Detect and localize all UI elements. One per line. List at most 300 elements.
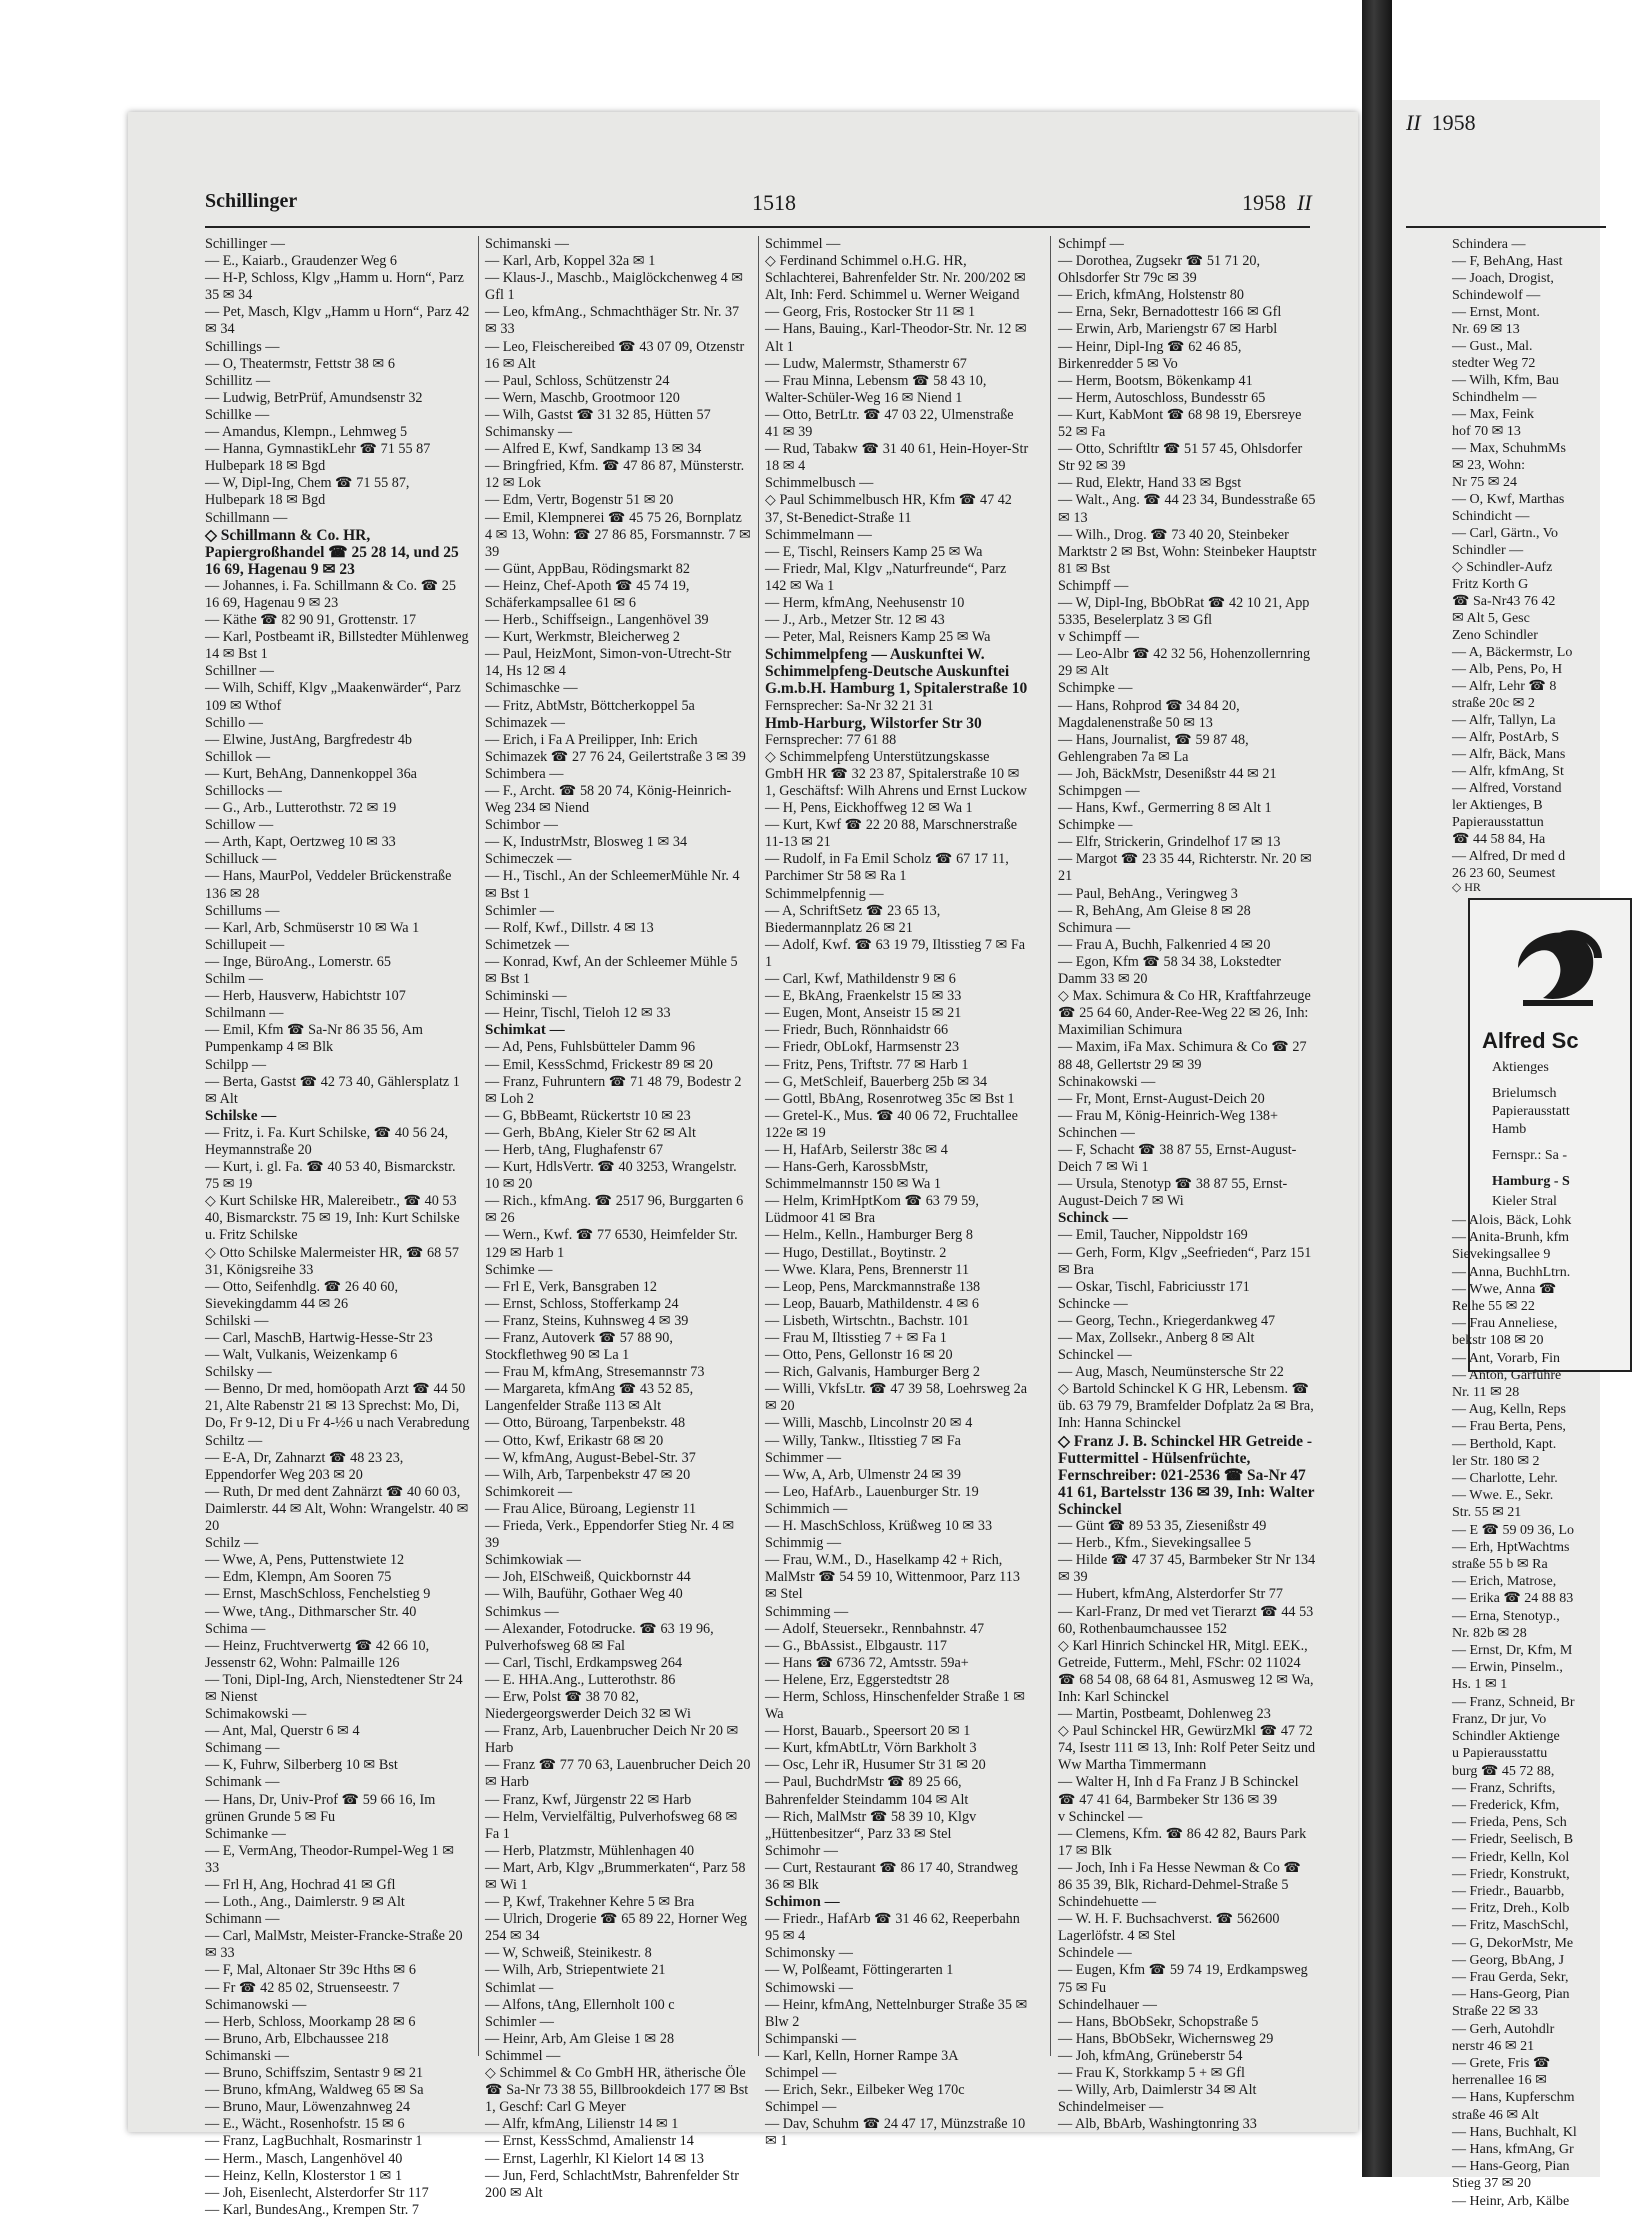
directory-entry: Str. 55 ✉ 21 xyxy=(1452,1505,1522,1521)
directory-entry: Schindewolf — xyxy=(1452,288,1541,303)
directory-entry: Schimmelmann — xyxy=(765,526,872,543)
directory-entry: ◇ Schimmelpfeng Unterstützungskasse GmbH HR ☎ 32 23 87, Spitalerstraße 10 ✉ 1, Geschäftsf: Wilh Ahrens und Ernst Luckow xyxy=(765,748,1027,799)
directory-entry: — Klaus-J., Maschb., Maiglöckchenweg 4 ✉ Gfl 1 xyxy=(485,270,744,304)
directory-entry: — Alois, Bäck, Lohk xyxy=(1452,1213,1572,1228)
directory-entry: — Martin, Postbeamt, Dohlenweg 23 xyxy=(1058,1706,1271,1723)
directory-entry: — Gretel-K., Mus. ☎ 40 06 72, Fruchtallee 122e ✉ 19 xyxy=(765,1107,1018,1141)
directory-entry: — Rich, Galvanis, Hamburger Berg 2 xyxy=(765,1364,981,1381)
directory-entry: — Ulrich, Drogerie ☎ 65 89 22, Horner Weg 254 ✉ 34 xyxy=(485,1911,748,1945)
company-logo-icon xyxy=(1498,908,1608,1018)
directory-entry: — Franz, Autoverk ☎ 57 88 90, Stockflethweg 90 ✉ La 1 xyxy=(485,1330,673,1364)
page-number: 1518 xyxy=(752,190,796,215)
directory-entry: ✉ 23, Wohn: xyxy=(1452,458,1525,473)
directory-entry: Nr. 82b ✉ 28 xyxy=(1452,1625,1527,1641)
directory-entry: — Ant, Mal, Querstr 6 ✉ 4 xyxy=(205,1723,360,1740)
directory-entry: Schillinger — xyxy=(205,236,285,252)
directory-entry: — Hans, Buchhalt, Kl xyxy=(1452,2124,1577,2140)
directory-entry: Schimpke — xyxy=(1058,680,1133,697)
directory-entry: Schimlat — xyxy=(485,1979,554,1996)
directory-entry: v Schimpff — xyxy=(1058,629,1139,646)
directory-entry: stedter Weg 72 xyxy=(1452,356,1536,371)
directory-entry: — Kurt, kfmAbtLtr, Vörn Barkholt 3 xyxy=(765,1740,977,1757)
directory-entry: Franz, Dr jur, Vo xyxy=(1452,1711,1547,1727)
directory-entry: ☎ Sa-Nr43 76 42 xyxy=(1452,594,1556,609)
directory-entry: Fernsprecher: Sa-Nr 32 21 31 xyxy=(765,697,934,714)
directory-entry: Schillmann — xyxy=(205,509,288,526)
directory-entry: — Wern., Kwf. ☎ 77 6530, Heimfelder Str. 129 ✉ Harb 1 xyxy=(485,1227,738,1261)
column-1 xyxy=(205,236,471,2219)
directory-entry: — Paul, BuchdrMstr ☎ 89 25 66, Bahrenfelder Steindamm 104 ✉ Alt xyxy=(765,1774,969,1808)
directory-entry: nerstr 46 ✉ 21 xyxy=(1452,2038,1535,2054)
directory-entry: — Berta, Gastst ☎ 42 73 40, Gählersplatz 1 ✉ Alt xyxy=(205,1073,460,1107)
column-divider xyxy=(1050,236,1051,2056)
directory-entry: — W, Dipl-Ing, Chem ☎ 71 55 87, Hulbepark 18 ✉ Bgd xyxy=(205,475,410,509)
directory-entry: — Helene, Erz, Eggerstedtstr 28 xyxy=(765,1671,950,1688)
directory-entry: — Friedr, Seelisch, B xyxy=(1452,1832,1574,1848)
directory-entry: — E., Kaiarb., Graudenzer Weg 6 xyxy=(205,253,398,270)
directory-entry: — Hans, Kupferschm xyxy=(1452,2090,1575,2106)
directory-entry: — Ludwig, BetrPrüf, Amundsenstr 32 xyxy=(205,389,423,406)
directory-entry: ◇ Karl Hinrich Schinckel HR, Mitgl. EEK., Getreide, Futterm., Mehl, FSchr: 02 11024 ☎ 68 54 08, 68 64 81, Asmusweg 12 ✉ Wa, Inh: Karl Schinckel xyxy=(1058,1637,1314,1705)
directory-entry: — Wilh, Gastst ☎ 31 32 85, Hütten 57 xyxy=(485,406,711,423)
directory-entry: — Amandus, Klempn., Lehmweg 5 xyxy=(205,424,408,441)
directory-entry: — Franz, LagBuchhalt, Rosmarinstr 1 xyxy=(205,2133,423,2150)
directory-entry: — Hans, BbObSekr, Schopstraße 5 xyxy=(1058,2013,1259,2030)
directory-entry: — H, Pens, Eickhoffweg 12 ✉ Wa 1 xyxy=(765,800,973,817)
directory-entry: — H. MaschSchloss, Krüßweg 10 ✉ 33 xyxy=(765,1518,993,1535)
directory-entry: 26 23 60, Seumest xyxy=(1452,866,1556,881)
directory-entry: Schimpff — xyxy=(1058,577,1129,594)
directory-entry: Schinck — xyxy=(1058,1210,1128,1227)
directory-entry: — Paul, HeizMont, Simon-von-Utrecht-Str 14, Hs 12 ✉ 4 xyxy=(485,646,732,680)
facing-page-content xyxy=(1392,0,1600,2209)
directory-entry: — K, Fuhrw, Silberberg 10 ✉ Bst xyxy=(205,1757,398,1774)
directory-entry: — Joh, BäckMstr, Desenißstr 44 ✉ 21 xyxy=(1058,765,1277,782)
directory-entry: Schillocks — xyxy=(205,783,282,799)
directory-entry: — Hans-Georg, Pian xyxy=(1452,1987,1570,2003)
directory-entry: — Frau M, Iltisstieg 7 + ✉ Fa 1 xyxy=(765,1330,947,1346)
directory-entry: — Margot ☎ 23 35 44, Richterstr. Nr. 20 ✉ 21 xyxy=(1058,851,1312,885)
directory-entry: Schiltz — xyxy=(205,1432,263,1449)
directory-entry: — Wwe. Klara, Pens, Brennerstr 11 xyxy=(765,1261,970,1278)
page-header-right xyxy=(1242,190,1312,224)
directory-entry: — Max, Feink xyxy=(1452,407,1535,422)
directory-entry: straße 55 b ✉ Ra xyxy=(1452,1557,1548,1573)
directory-entry: — Leo, Fleischereibed ☎ 43 07 09, Otzenstr 16 ✉ Alt xyxy=(485,338,745,372)
directory-entry: — Inge, BüroAng., Lomerstr. 65 xyxy=(205,953,391,970)
directory-entry: — Walt., Ang. ☎ 44 23 34, Bundesstraße 65 ✉ 13 xyxy=(1058,492,1316,526)
directory-entry: — Bruno, Schiffszim, Sentastr 9 ✉ 21 xyxy=(205,2065,424,2082)
directory-entry: Papierausstattun xyxy=(1452,815,1544,830)
directory-entry: — Bringfried, Kfm. ☎ 47 86 87, Münsterstr. 12 ✉ Lok xyxy=(485,458,745,492)
directory-entry: Schiminski — xyxy=(485,988,567,1005)
directory-entry: u Papierausstattu xyxy=(1452,1746,1548,1762)
ad-line: Hamb xyxy=(1492,1122,1527,1137)
directory-entry: ◇ Schindler-Aufz xyxy=(1452,560,1553,575)
directory-entry: Schimohr — xyxy=(765,1842,838,1859)
column-divider xyxy=(758,236,759,2056)
directory-entry: — Hans, Rohprod ☎ 34 84 20, Magdalenenstraße 50 ✉ 13 xyxy=(1058,697,1240,731)
directory-entry: Schillke — xyxy=(205,406,270,423)
directory-entry: — Friedr., HafArb ☎ 31 46 62, Reeperbahn 95 ✉ 4 xyxy=(765,1911,1020,1945)
directory-entry: Zeno Schindler xyxy=(1452,628,1538,643)
directory-entry: — Otto, Büroang, Tarpenbekstr. 48 xyxy=(485,1415,686,1432)
directory-entry: Schilpp — xyxy=(205,1056,267,1073)
directory-entry: Schincke — xyxy=(1058,1295,1128,1312)
directory-entry: — Anita-Brunh, kfm xyxy=(1452,1230,1570,1246)
directory-entry: — Heinr, kfmAng, Nettelnburger Straße 35 ✉ Blw 2 xyxy=(765,1996,1028,2030)
directory-entry: — Gottl, BbAng, Rosenrotweg 35c ✉ Bst 1 xyxy=(765,1090,1015,1107)
directory-entry: — Günt, AppBau, Rödingsmarkt 82 xyxy=(485,560,690,577)
directory-entry: Schinckel — xyxy=(1058,1347,1132,1364)
directory-entry: — Kurt, BehAng, Dannenkoppel 36a xyxy=(205,765,417,782)
directory-entry: — Erh, HptWachtms xyxy=(1452,1539,1570,1555)
directory-entry: — Wilh, Arb, Striepentwiete 21 xyxy=(485,1962,666,1979)
facing-part: II xyxy=(1406,110,1421,135)
directory-entry: Reihe 55 ✉ 22 xyxy=(1452,1299,1535,1315)
directory-entry: — Georg, BbAng, J xyxy=(1452,1952,1565,1968)
directory-entry: Schimmig — xyxy=(765,1535,842,1552)
directory-entry: — Friedr, Buch, Rönnhaidstr 66 xyxy=(765,1022,949,1039)
directory-entry: — Emil, Kfm ☎ Sa-Nr 86 35 56, Am Pumpenkamp 4 ✉ Blk xyxy=(205,1022,423,1056)
directory-entry: Schimura — xyxy=(1058,919,1131,936)
directory-entry: Schillow — xyxy=(205,817,274,834)
directory-entry: v Schinckel — xyxy=(1058,1808,1143,1825)
directory-entry: — Adolf, Steuersekr., Rennbahnstr. 47 xyxy=(765,1620,985,1637)
directory-entry: straße 46 ✉ Alt xyxy=(1452,2107,1539,2123)
directory-entry: ◇ Kurt Schilske HR, Malereibetr., ☎ 40 53 40, Bismarckstr. 75 ✉ 19, Inh: Kurt Schilske u. Fritz Schilske xyxy=(205,1193,460,1244)
directory-entry: — Emil, Klempnerei ☎ 45 75 26, Bornplatz 4 ✉ 13, Wohn: ☎ 27 86 85, Forsmannstr. 7 ✉ 39 xyxy=(485,509,751,560)
column-2 xyxy=(485,236,751,2202)
directory-entry: — Emil, KessSchmd, Frickestr 89 ✉ 20 xyxy=(485,1056,713,1073)
directory-entry: — Ernst, Lagerhlr, Kl Kielort 14 ✉ 13 xyxy=(485,2150,704,2167)
directory-entry: — Carl, MaschB, Hartwig-Hesse-Str 23 xyxy=(205,1330,433,1346)
directory-entry: — Mart, Arb, Klgv „Brummerkaten“, Parz 58 ✉ Wi 1 xyxy=(485,1859,746,1893)
directory-entry: Schimang — xyxy=(205,1740,280,1757)
directory-entry: Schimowski — xyxy=(765,1979,853,1996)
directory-entry: — Herm, kfmAng, Neehusenstr 10 xyxy=(765,594,965,611)
ad-line: Hamburg - S xyxy=(1492,1174,1570,1189)
directory-entry: — Willy, Arb, Daimlerstr 34 ✉ Alt xyxy=(1058,2082,1257,2099)
directory-entry: Schimler — xyxy=(485,902,554,919)
directory-entry: Schindera — xyxy=(1452,237,1526,252)
directory-entry: Schimmel — xyxy=(765,236,841,252)
directory-entry: — Ruth, Dr med dent Zahnärzt ☎ 40 60 03, Daimlerstr. 44 ✉ Alt, Wohn: Wrangelstr. 40 ✉ 20 xyxy=(205,1483,469,1535)
directory-entry: — Alexander, Fotodrucke. ☎ 63 19 96, Pulverhofsweg 68 ✉ Fal xyxy=(485,1620,714,1654)
directory-entry: — Joch, Inh i Fa Hesse Newman & Co ☎ 86 35 39, Blk, Richard-Dehmel-Straße 5 xyxy=(1058,1859,1302,1893)
directory-entry: Schimaschke — xyxy=(485,680,578,697)
header-rule xyxy=(205,226,1310,228)
directory-entry: — Horst, Bauarb., Speersort 20 ✉ 1 xyxy=(765,1723,971,1740)
directory-entry: — Herb., Schiffseign., Langenhövel 39 xyxy=(485,612,709,629)
directory-entry: — W, Polßeamt, Föttingerarten 1 xyxy=(765,1962,954,1979)
directory-entry: — Heinr, Tischl, Tieloh 12 ✉ 33 xyxy=(485,1005,671,1022)
directory-entry: — Alfred, Dr med d xyxy=(1452,849,1566,864)
directory-entry: — Wwe. E., Sekr. xyxy=(1452,1488,1554,1504)
directory-entry: — W. H. F. Buchsachverst. ☎ 562600 Lagerlöfstr. 4 ✉ Stel xyxy=(1058,1911,1280,1945)
directory-entry: — Willi, VkfsLtr. ☎ 47 39 58, Loehrsweg 2a ✉ 20 xyxy=(765,1381,1028,1415)
directory-entry: — Willy, Tankw., Iltisstieg 7 ✉ Fa xyxy=(765,1432,961,1449)
directory-entry: — Gerh, BbAng, Kieler Str 62 ✉ Alt xyxy=(485,1124,696,1141)
facing-column-bottom xyxy=(1452,1212,1612,2210)
directory-entry: Schimbor — xyxy=(485,817,558,834)
directory-entry: — Joh, ElSchweiß, Quickbornstr 44 xyxy=(485,1569,691,1586)
directory-entry: — Margareta, kfmAng ☎ 43 52 85, Langenfelder Straße 113 ✉ Alt xyxy=(485,1381,694,1415)
directory-entry: — E ☎ 59 09 36, Lo xyxy=(1452,1522,1575,1538)
directory-entry: — Frau Gerda, Sekr, xyxy=(1452,1969,1569,1985)
directory-entry: ◇ Schimmel & Co GmbH HR, ätherische Öle ☎ Sa-Nr 73 38 55, Billbrookdeich 177 ✉ Bst 1, Geschf: Carl G Meyer xyxy=(485,2065,749,2116)
directory-entry: — G, DekorMstr, Me xyxy=(1452,1935,1574,1951)
directory-entry: — Gerh, Autohdlr xyxy=(1452,2021,1555,2037)
directory-entry: — Oskar, Tischl, Fabriciusstr 171 xyxy=(1058,1278,1250,1295)
directory-entry: — H-P, Schloss, Klgv „Hamm u. Horn“, Parz 35 ✉ 34 xyxy=(205,270,464,304)
directory-entry: ◇ Paul Schimmelbusch HR, Kfm ☎ 47 42 37, St-Benedict-Straße 11 xyxy=(765,492,1012,526)
directory-entry: Schillner — xyxy=(205,663,274,680)
directory-entry: — H., Tischl., An der SchleemerMühle Nr. 4 ✉ Bst 1 xyxy=(485,868,740,902)
directory-entry: — Otto, Kwf, Erikastr 68 ✉ 20 xyxy=(485,1432,664,1449)
directory-entry: — Helm, Vervielfältig, Pulverhofsweg 68 ✉ Fa 1 xyxy=(485,1808,738,1842)
directory-entry: — Frau K, Storkkamp 5 + ✉ Gfl xyxy=(1058,2065,1245,2082)
directory-entry: — Herb, tAng, Flughafenstr 67 xyxy=(485,1141,664,1158)
directory-entry: — Berthold, Kapt. xyxy=(1452,1436,1557,1452)
directory-entry: Schilz — xyxy=(205,1535,259,1552)
directory-entry: — Wilh, Kfm, Bau xyxy=(1452,373,1559,388)
directory-entry: Nr. 11 ✉ 28 xyxy=(1452,1385,1520,1401)
directory-entry: — Hans, MaurPol, Veddeler Brückenstraße 136 ✉ 28 xyxy=(205,868,452,902)
directory-entry: Schimetzek — xyxy=(485,936,569,953)
directory-entry: Schillo — xyxy=(205,714,263,731)
directory-entry: — W, Schweiß, Steinikestr. 8 xyxy=(485,1945,652,1962)
directory-entry: — Georg, Fris, Rostocker Str 11 ✉ 1 xyxy=(765,304,976,321)
directory-entry: Schimpke — xyxy=(1058,817,1133,834)
directory-entry: Schillings — xyxy=(205,338,280,355)
directory-entry: Schinchen — xyxy=(1058,1124,1135,1141)
directory-entry: — Alfons, tAng, Ellernholt 100 c xyxy=(485,1996,675,2013)
directory-entry: Schindicht — xyxy=(1452,509,1530,524)
ad-line: Aktienges xyxy=(1492,1060,1549,1075)
directory-entry: — Herm, Schloss, Hinschenfelder Straße 1 ✉ Wa xyxy=(765,1688,1026,1723)
directory-entry: — Fritz, Pens, Triftstr. 77 ✉ Harb 1 xyxy=(765,1056,969,1073)
directory-entry: — Heinr, Arb, Am Gleise 1 ✉ 28 xyxy=(485,2030,675,2047)
directory-entry: — Heinz, Kelln, Klosterstor 1 ✉ 1 xyxy=(205,2167,403,2184)
directory-entry: — Loth., Ang., Daimlerstr. 9 ✉ Alt xyxy=(205,1894,405,1911)
directory-entry: — Herb, Platzmstr, Mühlenhagen 40 xyxy=(485,1842,695,1859)
directory-entry: — Leo, kfmAng., Schmachthäger Str. Nr. 37 ✉ 33 xyxy=(485,304,740,338)
directory-entry: — Herb., Kfm., Sievekingsallee 5 xyxy=(1058,1535,1252,1552)
directory-entry: — Kurt, Kwf ☎ 22 20 88, Marschnerstraße 11-13 ✉ 21 xyxy=(765,817,1018,851)
directory-entry: ◇ Max. Schimura & Co HR, Kraftfahrzeuge ☎ 25 64 60, Ander-Ree-Weg 22 ✉ 26, Inh: Maximilian Schimura xyxy=(1058,988,1311,1039)
directory-entry: — Carl, MalMstr, Meister-Francke-Straße 20 ✉ 33 xyxy=(205,1928,463,1962)
directory-entry: — Leop, Bauarb, Mathildenstr. 4 ✉ 6 xyxy=(765,1295,980,1312)
directory-entry: — Günt ☎ 89 53 35, Ziesenißstr 49 xyxy=(1058,1518,1267,1535)
directory-entry: — Erw, Polst ☎ 38 70 82, Niedergeorgswerder Deich 32 ✉ Wi xyxy=(485,1688,691,1723)
directory-entry: ☎ 44 58 84, Ha xyxy=(1452,832,1546,847)
directory-entry: Schimkus — xyxy=(485,1603,559,1620)
directory-entry: — Herm, Bootsm, Bökenkamp 41 xyxy=(1058,372,1253,389)
directory-entry: — F, BehAng, Hast xyxy=(1452,254,1563,269)
directory-entry: — Rich, MalMstr ☎ 58 39 10, Klgv „Hüttenbesitzer“, Parz 33 ✉ Stel xyxy=(765,1808,977,1842)
directory-entry: herrenallee 16 ✉ xyxy=(1452,2073,1547,2089)
directory-entry: Schilske — xyxy=(205,1107,277,1124)
directory-entry: Schimpel — xyxy=(765,2099,837,2116)
directory-entry: — Edm, Klempn, Am Sooren 75 xyxy=(205,1569,392,1586)
directory-entry: — Wwe, A, Pens, Puttenstwiete 12 xyxy=(205,1552,405,1569)
directory-entry: — Otto, BetrLtr. ☎ 47 03 22, Ulmenstraße 41 ✉ 39 xyxy=(765,406,1014,441)
directory-entry: — Wilh, Schiff, Klgv „Maakenwärder“, Parz 109 ✉ Wthof xyxy=(205,680,461,714)
directory-entry: — Carl, Tischl, Erdkampsweg 264 xyxy=(485,1654,683,1671)
directory-entry: Schimmelbusch — xyxy=(765,475,874,492)
directory-entry: — Frau Minna, Lebensm ☎ 58 43 10, Walter-Schüler-Weg 16 ✉ Niend 1 xyxy=(765,372,987,406)
directory-entry: ✉ Alt 5, Gesc xyxy=(1452,611,1530,626)
directory-entry: — Friedr., Bauarbb, xyxy=(1452,1883,1565,1899)
directory-entry: — Hans, Journalist, ☎ 59 87 48, Gehlengraben 7a ✉ La xyxy=(1058,731,1249,765)
directory-entry: — Franz, Kwf, Jürgenstr 22 ✉ Harb xyxy=(485,1791,692,1808)
directory-entry: — Wilh., Drog. ☎ 73 40 20, Steinbeker Marktstr 2 ✉ Bst, Wohn: Steinbeker Hauptstr 81 ✉ Bst xyxy=(1058,526,1317,577)
directory-entry: — Alb, BbArb, Washingtonring 33 xyxy=(1058,2116,1257,2133)
directory-entry: Schimming — xyxy=(765,1603,849,1620)
directory-entry: — Elwine, JustAng, Bargfredestr 4b xyxy=(205,731,413,748)
directory-entry: burg ☎ 45 72 88, xyxy=(1452,1763,1555,1779)
directory-entry: — Heinz, Chef-Apoth ☎ 45 74 19, Schäferkampsallee 61 ✉ 6 xyxy=(485,577,690,611)
directory-entry: — E, BkAng, Fraenkelstr 15 ✉ 33 xyxy=(765,988,962,1005)
directory-entry: — Karl, Arb, Schmüserstr 10 ✉ Wa 1 xyxy=(205,919,420,936)
directory-entry: Schimmer — xyxy=(765,1449,842,1466)
directory-entry: — Fritz, i. Fa. Kurt Schilske, ☎ 40 56 24, Heymannstraße 20 xyxy=(205,1124,449,1158)
ad-line: Brielumsch xyxy=(1492,1086,1557,1101)
directory-entry: ◇ Schillmann & Co. HR, Papiergroßhandel ☎ 25 28 14, und 25 16 69, Hagenau 9 ✉ 23 xyxy=(205,526,459,578)
directory-entry: — Heinr, Arb, Kälbe xyxy=(1452,2193,1570,2209)
directory-entry: Schimon — xyxy=(765,1894,840,1911)
directory-entry: Schimpanski — xyxy=(765,2030,857,2047)
directory-entry: Schilm — xyxy=(205,971,263,988)
directory-entry: — Frieda, Verk., Eppendorfer Stieg Nr. 4 ✉ 39 xyxy=(485,1518,735,1552)
directory-entry: — Frl E, Verk, Bansgraben 12 xyxy=(485,1278,657,1295)
directory-entry: — Paul, BehAng., Veringweg 3 xyxy=(1058,885,1238,902)
directory-entry: — Konrad, Kwf, An der Schleemer Mühle 5 ✉ Bst 1 xyxy=(485,953,738,988)
directory-entry: — Otto, Pens, Gellonstr 16 ✉ 20 xyxy=(765,1347,953,1364)
directory-entry: — O, Theatermstr, Fettstr 38 ✉ 6 xyxy=(205,355,395,372)
part-number: II xyxy=(1297,190,1312,215)
directory-entry: — Wern, Maschb, Grootmoor 120 xyxy=(485,389,680,406)
directory-entry: — Friedr, Konstrukt, xyxy=(1452,1866,1570,1882)
directory-entry: — Carl, Gärtn., Vo xyxy=(1452,526,1559,541)
directory-entry: — Frau A, Buchh, Falkenried 4 ✉ 20 xyxy=(1058,936,1271,953)
directory-entry: Schilluck — xyxy=(205,851,277,868)
directory-entry: — Benno, Dr med, homöopath Arzt ☎ 44 50 21, Alte Rabenstr 21 ✉ 13 Sprechst: Mo, Di, Do, Fr 9-12, Di u Fr 4-½6 u nach Verabredung xyxy=(205,1381,470,1432)
directory-entry: — Ernst, Dr, Kfm, M xyxy=(1452,1643,1573,1659)
year: 1958 xyxy=(1242,190,1286,215)
directory-entry: — Fr ☎ 42 85 02, Struenseestr. 7 xyxy=(205,1979,400,1996)
directory-entry: — Rolf, Kwf., Dillstr. 4 ✉ 13 xyxy=(485,919,654,936)
directory-entry: — Hans-Gerh, KarossbMstr, Schimmelmannstr 150 ✉ Wa 1 xyxy=(765,1159,941,1193)
directory-entry: — Erna, Sekr, Bernadottestr 166 ✉ Gfl xyxy=(1058,304,1282,321)
directory-entry: — Karl, Kelln, Horner Rampe 3A xyxy=(765,2047,959,2064)
directory-entry: — Alfred E, Kwf, Sandkamp 13 ✉ 34 xyxy=(485,441,702,458)
directory-entry: — Gerh, Form, Klgv „Seefrieden“, Parz 151 ✉ Bra xyxy=(1058,1244,1312,1278)
directory-entry: — Frau Anneliese, xyxy=(1452,1316,1558,1332)
directory-entry: — Alfr, Lehr ☎ 8 xyxy=(1452,679,1557,694)
directory-entry: — Hans, Bauing., Karl-Theodor-Str. Nr. 12 ✉ Alt 1 xyxy=(765,321,1027,355)
directory-entry: — Egon, Kfm ☎ 58 34 38, Lokstedter Damm 33 ✉ 20 xyxy=(1058,953,1281,988)
directory-entry: Schilmann — xyxy=(205,1005,284,1022)
directory-entry: — Frau Alice, Büroang, Legienstr 11 xyxy=(485,1500,697,1517)
directory-entry: — Erich, Sekr., Eilbeker Weg 170c xyxy=(765,2082,965,2099)
directory-entry: — Frau M, König-Heinrich-Weg 138+ xyxy=(1058,1107,1279,1124)
directory-entry: — Kurt, Werkmstr, Bleicherweg 2 xyxy=(485,629,681,646)
directory-entry: Schimanowski — xyxy=(205,1996,307,2013)
directory-entry: — Erich, kfmAng, Holstenstr 80 xyxy=(1058,287,1244,304)
directory-entry: Schillums — xyxy=(205,902,280,919)
directory-entry: Schillok — xyxy=(205,748,271,765)
directory-entry: ◇ Otto Schilske Malermeister HR, ☎ 68 57 31, Königsreihe 33 xyxy=(205,1244,459,1278)
directory-entry: — Rud, Elektr, Hand 33 ✉ Bgst xyxy=(1058,475,1242,492)
directory-entry: — Carl, Kwf, Mathildenstr 9 ✉ 6 xyxy=(765,971,956,988)
directory-entry: — Anton, Gärführe xyxy=(1452,1367,1562,1383)
directory-entry: Schimkowiak — xyxy=(485,1552,581,1569)
directory-entry: — Rud, Tabakw ☎ 31 40 61, Hein-Hoyer-Str 18 ✉ 4 xyxy=(765,441,1029,475)
directory-entry: — E-A, Dr, Zahnarzt ☎ 48 23 23, Eppendorfer Weg 203 ✉ 20 xyxy=(205,1449,404,1483)
directory-entry: — Frederick, Kfm, xyxy=(1452,1797,1560,1813)
directory-entry: — Otto, Schriftltr ☎ 51 57 45, Ohlsdorfer Str 92 ✉ 39 xyxy=(1058,441,1303,475)
directory-entry: bekstr 108 ✉ 20 xyxy=(1452,1333,1544,1349)
directory-entry: — Helm, KrimHptKom ☎ 63 79 59, Lüdmoor 41 ✉ Bra xyxy=(765,1193,979,1227)
directory-entry: — Jun, Ferd, SchlachtMstr, Bahrenfelder Str 200 ✉ Alt xyxy=(485,2167,739,2201)
directory-entry: Schimbera — xyxy=(485,765,564,782)
directory-entry: — Ursula, Stenotyp ☎ 38 87 55, Ernst-August-Deich 7 ✉ Wi xyxy=(1058,1176,1288,1210)
directory-entry: — Bruno, kfmAng, Waldweg 65 ✉ Sa xyxy=(205,2082,424,2099)
directory-entry: — Fritz, MaschSchl, xyxy=(1452,1918,1569,1934)
directory-entry: — Peter, Mal, Reisners Kamp 25 ✉ Wa xyxy=(765,629,991,646)
directory-entry: Schimonsky — xyxy=(765,1945,853,1962)
directory-entry: Schimkat — xyxy=(485,1022,565,1039)
directory-entry: Schindhelm — xyxy=(1452,390,1537,405)
directory-entry: Schimmelpfennig — xyxy=(765,885,884,902)
directory-entry: Schimpgen — xyxy=(1058,783,1140,799)
directory-entry: — Frieda, Pens, Sch xyxy=(1452,1815,1567,1831)
directory-entry: — Kurt, KabMont ☎ 68 98 19, Ebersreye 52 ✉ Fa xyxy=(1058,406,1302,441)
directory-entry: — Paul, Schloss, Schützenstr 24 xyxy=(485,372,670,389)
directory-entry: — Erwin, Pinselm., xyxy=(1452,1660,1563,1676)
directory-entry: — Gust., Mal. xyxy=(1452,339,1533,354)
directory-entry: — G, BbBeamt, Rückertstr 10 ✉ 23 xyxy=(485,1107,691,1124)
directory-entry: — Eugen, Mont, Anseistr 15 ✉ 21 xyxy=(765,1005,962,1022)
directory-entry: — Johannes, i. Fa. Schillmann & Co. ☎ 25 16 69, Hagenau 9 ✉ 23 xyxy=(205,577,456,611)
directory-entry: — F., Archt. ☎ 58 20 74, König-Heinrich-Weg 234 ✉ Niend xyxy=(485,783,732,817)
directory-entry: — W, Dipl-Ing, BbObRat ☎ 42 10 21, App 5335, Beselerplatz 3 ✉ Gfl xyxy=(1058,594,1310,629)
directory-entry: — Lisbeth, Wirtschtn., Bachstr. 101 xyxy=(765,1312,970,1329)
directory-entry: — Franz, Schneid, Br xyxy=(1452,1694,1575,1710)
directory-entry: — Rich., kfmAng. ☎ 2517 96, Burggarten 6 ✉ 26 xyxy=(485,1193,744,1227)
directory-entry: — Joh, Eisenlecht, Alsterdorfer Str 117 xyxy=(205,2184,429,2201)
directory-entry: — Alfr, kfmAng, St xyxy=(1452,764,1564,779)
directory-entry: ◇ Franz J. B. Schinckel HR Getreide - Futtermittel - Hülsenfrüchte, Fernschreiber: 021-2536 ☎ Sa-Nr 47 41 61, Bartelsstr 136 ✉ 39, Inh: Walter Schinckel xyxy=(1058,1432,1315,1518)
directory-entry: — Hans, BbObSekr, Wichernsweg 29 xyxy=(1058,2030,1274,2047)
column-3 xyxy=(765,236,1031,2151)
ad-hr-mark: ◇ HR xyxy=(1452,880,1481,894)
directory-entry: ler Aktienges, B xyxy=(1452,798,1543,813)
directory-entry: — Alfr, Tallyn, La xyxy=(1452,713,1556,728)
directory-entry: — Frl H, Ang, Hochrad 41 ✉ Gfl xyxy=(205,1877,396,1893)
directory-entry: — Bruno, Maur, Löwenzahnweg 24 xyxy=(205,2099,411,2116)
directory-entry: Schimmelpfeng — Auskunftei W. Schimmelpfeng-Deutsche Auskunftei G.m.b.H. Hamburg 1, Spitalerstraße 10 xyxy=(765,646,1028,698)
directory-entry: — K, IndustrMstr, Blosweg 1 ✉ 34 xyxy=(485,834,688,851)
directory-entry: — Ludw, Malermstr, Sthamerstr 67 xyxy=(765,355,967,372)
directory-entry: — Bruno, Arb, Elbchaussee 218 xyxy=(205,2030,389,2047)
column-divider xyxy=(478,236,479,2056)
directory-entry: — O, Kwf, Marthas xyxy=(1452,492,1565,507)
directory-entry: — Leo-Albr ☎ 42 32 56, Hohenzollernring 29 ✉ Alt xyxy=(1058,646,1311,680)
directory-entry: — R, BehAng, Am Gleise 8 ✉ 28 xyxy=(1058,902,1251,919)
